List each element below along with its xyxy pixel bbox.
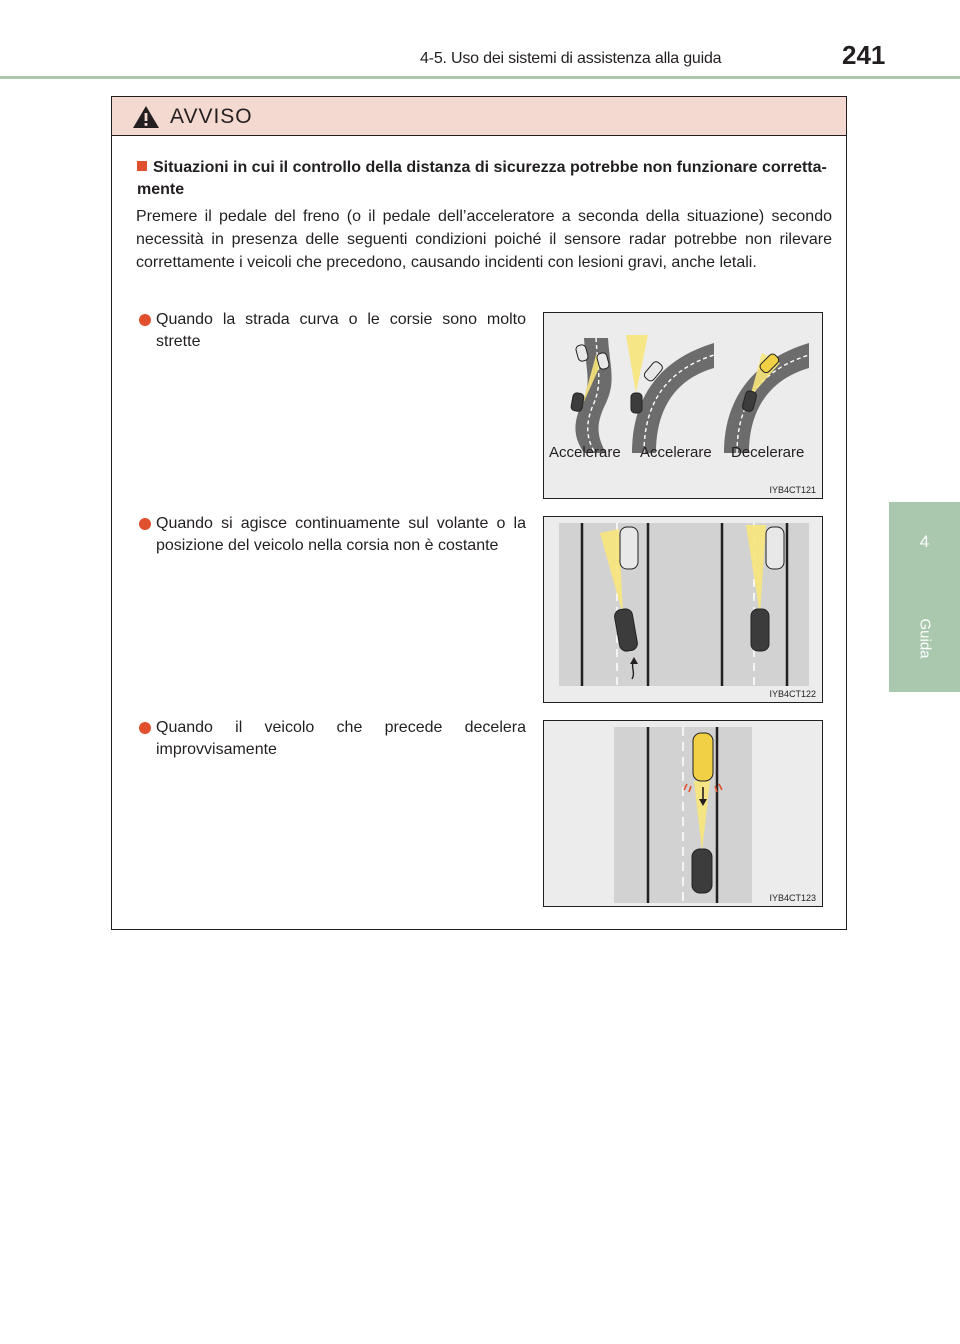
warning-header xyxy=(112,97,846,136)
warning-box xyxy=(111,96,847,930)
bullet-icon xyxy=(139,722,151,734)
warning-triangle-icon xyxy=(132,105,160,129)
figure-code: IYB4CT121 xyxy=(769,485,816,495)
list-item: Quando si agisce continuamente sul volante o la posizione del veicolo nella corsia non è costante xyxy=(139,513,526,557)
chapter-number: 4 xyxy=(919,532,930,551)
warning-title: AVVISO xyxy=(170,105,253,128)
list-item: Quando la strada curva o le corsie sono molto strette xyxy=(139,309,526,353)
figure-label-decelerare: Decelerare xyxy=(731,444,805,461)
figure-sudden-deceleration xyxy=(543,720,823,907)
warning-subheading: Situazioni in cui il controllo della distanza di sicurezza potrebbe non funzionare corretta-mente xyxy=(137,159,827,198)
chapter-tab[interactable] xyxy=(889,502,960,692)
figure-label-accelerare-2: Accelerare xyxy=(640,444,712,461)
square-bullet-icon xyxy=(137,161,147,171)
chapter-label: Guida xyxy=(916,618,934,659)
figure-label-accelerare-1: Accelerare xyxy=(549,444,621,461)
figure-unsteady-lane xyxy=(543,516,823,703)
figure-code: IYB4CT123 xyxy=(769,893,816,903)
section-title: 4-5. Uso dei sistemi di assistenza alla guida xyxy=(420,50,722,67)
list-item: Quando il veicolo che precede decelera improvvisamente xyxy=(139,717,526,761)
warning-body: Premere il pedale del freno (o il pedale dell’acceleratore a seconda della situazione) secondo necessità in presenza delle seguenti condizioni poiché il sensore radar potrebbe non rilevare correttamente i veicoli che precedono, causando incidenti con lesioni gravi, anche letali. xyxy=(136,208,832,271)
figure-curved-road xyxy=(543,312,823,499)
header-divider xyxy=(0,76,960,79)
bullet-icon xyxy=(139,518,151,530)
page-number: 241 xyxy=(842,40,886,70)
figure-code: IYB4CT122 xyxy=(769,689,816,699)
bullet-icon xyxy=(139,314,151,326)
